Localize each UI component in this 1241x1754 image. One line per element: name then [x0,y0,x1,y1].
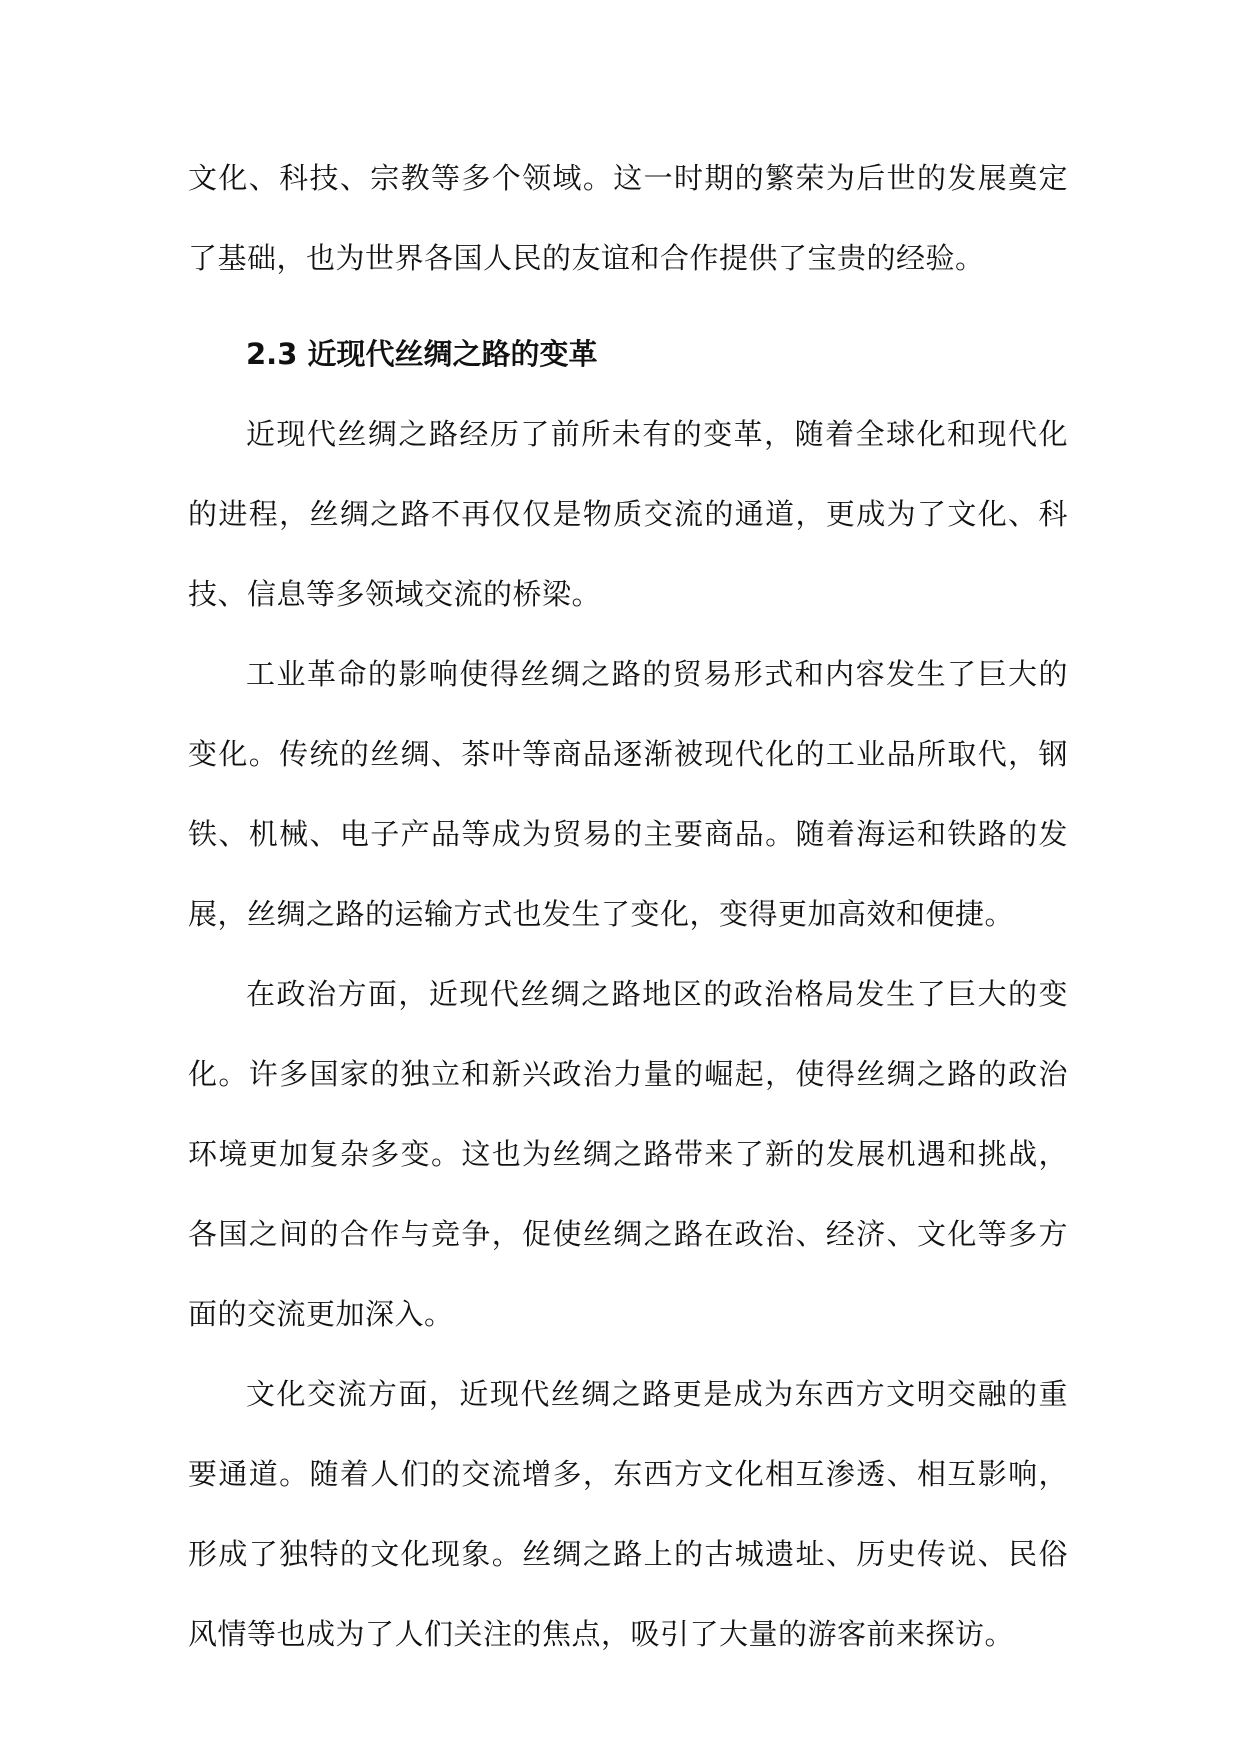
document-page [188,138,1068,1674]
body-paragraph: 近现代丝绸之路经历了前所未有的变革，随着全球化和现代化的进程，丝绸之路不再仅仅是物质交流的通道，更成为了文化、科技、信息等多领域交流的桥梁。 [188,417,1068,611]
body-paragraph: 工业革命的影响使得丝绸之路的贸易形式和内容发生了巨大的变化。传统的丝绸、茶叶等商品逐渐被现代化的工业品所取代，钢铁、机械、电子产品等成为贸易的主要商品。随着海运和铁路的发展，丝绸之路的运输方式也发生了变化，变得更加高效和便捷。 [188,657,1068,931]
continued-paragraph: 文化、科技、宗教等多个领域。这一时期的繁荣为后世的发展奠定了基础，也为世界各国人民的友谊和合作提供了宝贵的经验。 [188,161,1068,275]
body-paragraph: 在政治方面，近现代丝绸之路地区的政治格局发生了巨大的变化。许多国家的独立和新兴政治力量的崛起，使得丝绸之路的政治环境更加复杂多变。这也为丝绸之路带来了新的发展机遇和挑战，各国之间的合作与竞争，促使丝绸之路在政治、经济、文化等多方面的交流更加深入。 [188,977,1068,1331]
section-heading: 2.3 近现代丝绸之路的变革 [246,337,598,371]
body-paragraph: 文化交流方面，近现代丝绸之路更是成为东西方文明交融的重要通道。随着人们的交流增多，东西方文化相互渗透、相互影响，形成了独特的文化现象。丝绸之路上的古城遗址、历史传说、民俗风情等也成为了人们关注的焦点，吸引了大量的游客前来探访。 [188,1377,1068,1651]
